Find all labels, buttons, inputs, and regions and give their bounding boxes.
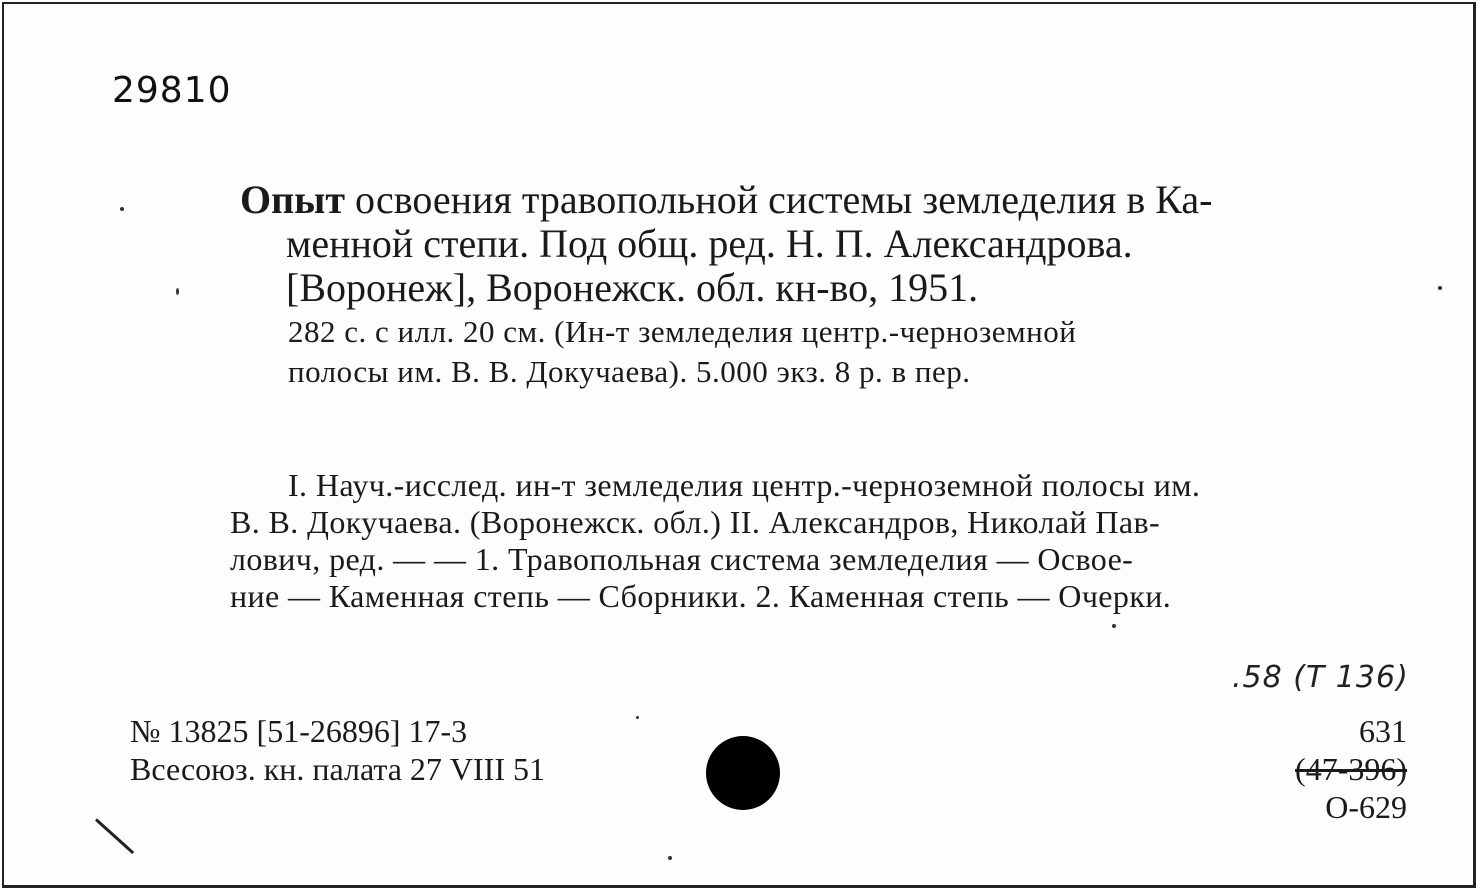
title-line-2: менной степи. Под общ. ред. Н. П. Александрова. xyxy=(286,221,1133,266)
classification-block xyxy=(1295,712,1407,826)
physical-line-2: полосы им. В. В. Докучаева). 5.000 экз. 8 р. в пер. xyxy=(288,354,971,389)
title-line-3: [Воронеж], Воронежск. обл. кн-во, 1951. xyxy=(286,265,979,310)
title-line-1 xyxy=(240,178,1410,222)
call-number: О-629 xyxy=(1325,789,1407,825)
tracing-line-3: лович, ред. — — 1. Травопольная система земледелия — Освое- xyxy=(230,541,1134,577)
speck-mark xyxy=(176,288,179,295)
registry-block xyxy=(130,712,545,788)
tracings-block xyxy=(230,467,1410,615)
registry-number: № 13825 [51-26896] 17-3 xyxy=(130,713,468,749)
class-number-prefix: 631 xyxy=(1359,713,1407,749)
handwritten-classification: .58 (Т 136) xyxy=(1232,660,1409,695)
class-number-line xyxy=(1295,712,1407,788)
speck-mark xyxy=(668,856,672,860)
speck-mark xyxy=(120,207,124,211)
tracing-line-4: ние — Каменная степь — Сборники. 2. Каменная степь — Очерки. xyxy=(230,578,1172,614)
handwritten-inventory-number: 29810 xyxy=(112,70,232,111)
class-number-struck: (47-396) xyxy=(1295,751,1407,787)
tracing-line-1: I. Науч.-исслед. ин-т земледелия центр.-черноземной полосы им. xyxy=(288,467,1201,503)
physical-line-1: 282 с. с илл. 20 см. (Ин-т земледелия центр.-черноземной xyxy=(288,314,1077,349)
physical-description xyxy=(288,312,1408,392)
punched-hole-mark xyxy=(706,736,780,810)
book-chamber-line: Всесоюз. кн. палата 27 VIII 51 xyxy=(130,751,545,787)
speck-mark xyxy=(1438,286,1442,290)
speck-mark xyxy=(1112,624,1116,628)
tracing-line-2: В. В. Докучаева. (Воронежск. обл.) II. Александров, Николай Пав- xyxy=(230,504,1161,540)
title-line-1-text: освоения травопольной системы земледелия в Ка- xyxy=(345,177,1213,222)
speck-mark xyxy=(636,716,639,719)
title-block xyxy=(240,178,1410,310)
title-first-word: Опыт xyxy=(240,177,346,222)
